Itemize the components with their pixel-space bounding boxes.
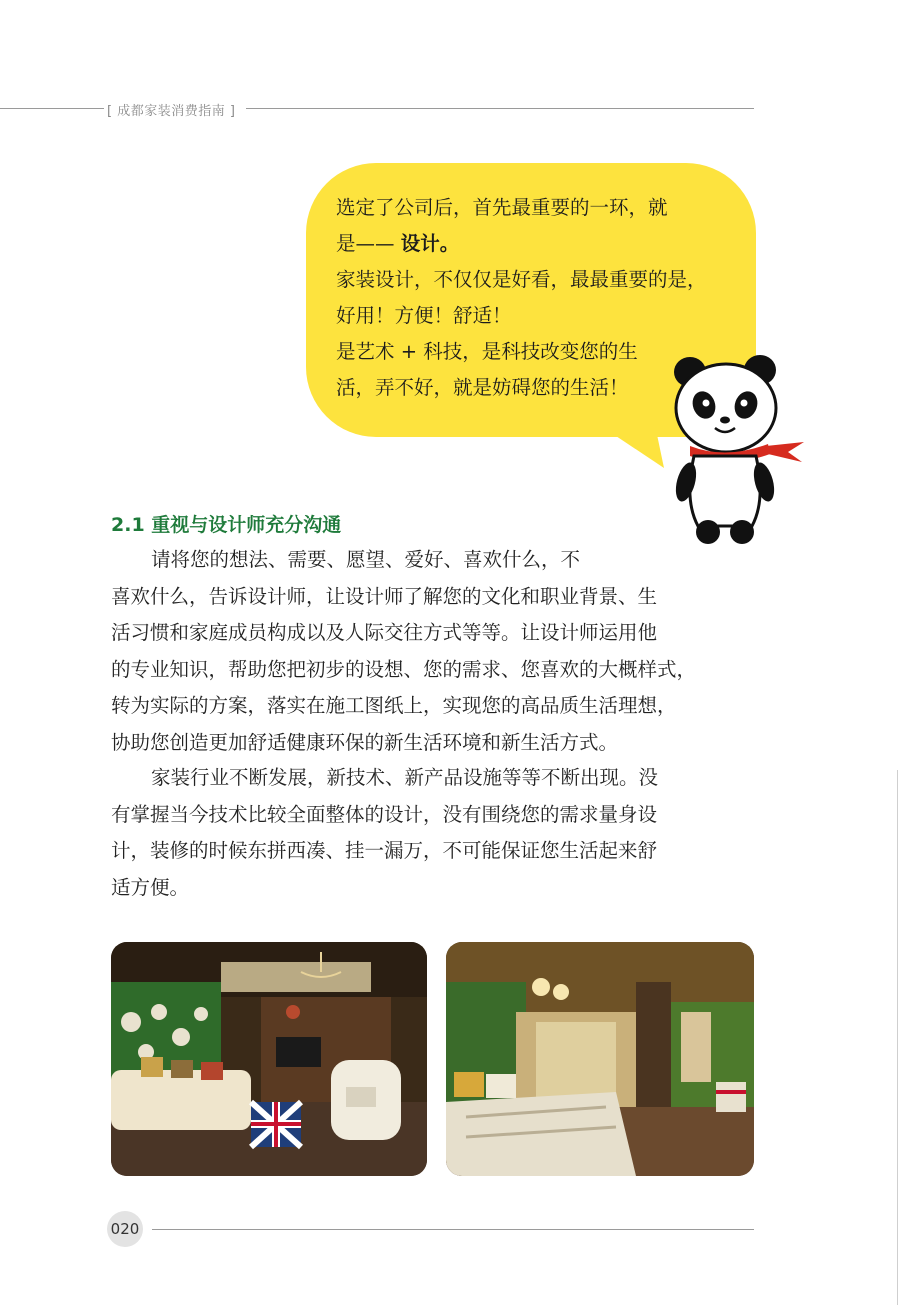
header-rule-right <box>246 108 754 109</box>
header-rule-left <box>0 108 104 109</box>
bubble-line: 是艺术 + 科技，是科技改变您的生 <box>336 340 638 363</box>
bubble-line-lead: 是—— <box>336 232 395 255</box>
panda-mascot-icon <box>668 350 808 545</box>
bubble-line: 选定了公司后，首先最重要的一环，就 <box>336 196 668 219</box>
paragraph-line: 活习惯和家庭成员构成以及人际交往方式等等。让设计师运用他 <box>111 621 658 644</box>
page-number: 020 <box>107 1211 143 1247</box>
paragraph-line: 转为实际的方案，落实在施工图纸上，实现您的高品质生活理想， <box>111 694 677 717</box>
paragraph-line: 喜欢什么，告诉设计师，让设计师了解您的文化和职业背景、生 <box>111 584 658 608</box>
paragraph-line: 家装行业不断发展，新技术、新产品设施等等不断出现。没 <box>151 766 659 789</box>
paragraph-line: 适方便。 <box>111 875 190 899</box>
bubble-line: 好用！方便！舒适！ <box>336 304 512 327</box>
paragraph-line: 计，装修的时候东拼西凑、挂一漏万，不可能保证您生活起来舒 <box>111 839 658 862</box>
paragraph-line: 有掌握当今技术比较全面整体的设计，没有围绕您的需求量身设 <box>111 802 658 826</box>
bubble-line: 家装设计，不仅仅是好看，最最重要的是， <box>336 268 707 291</box>
paragraph-line: 协助您创造更加舒适健康环保的新生活环境和新生活方式。 <box>111 730 619 754</box>
body-paragraph-1 <box>111 542 756 761</box>
living-room-photo <box>111 942 427 1176</box>
page-edge-line <box>897 770 898 1305</box>
paragraph-line: 的专业知识，帮助您把初步的设想、您的需求、您喜欢的大概样式， <box>111 657 697 681</box>
footer-rule <box>152 1229 754 1230</box>
bubble-emphasis-design: 设计。 <box>400 232 460 255</box>
bedroom-photo <box>446 942 754 1176</box>
paragraph-line: 请将您的想法、需要、愿望、爱好、喜欢什么，不 <box>151 548 581 571</box>
section-heading: 2.1 重视与设计师充分沟通 <box>111 514 342 536</box>
running-header: [ 成都家装消费指南 ] <box>107 104 236 119</box>
bubble-line: 活，弄不好，就是妨碍您的生活！ <box>336 376 629 399</box>
bubble-line <box>336 226 736 262</box>
body-paragraph-2 <box>111 760 756 906</box>
